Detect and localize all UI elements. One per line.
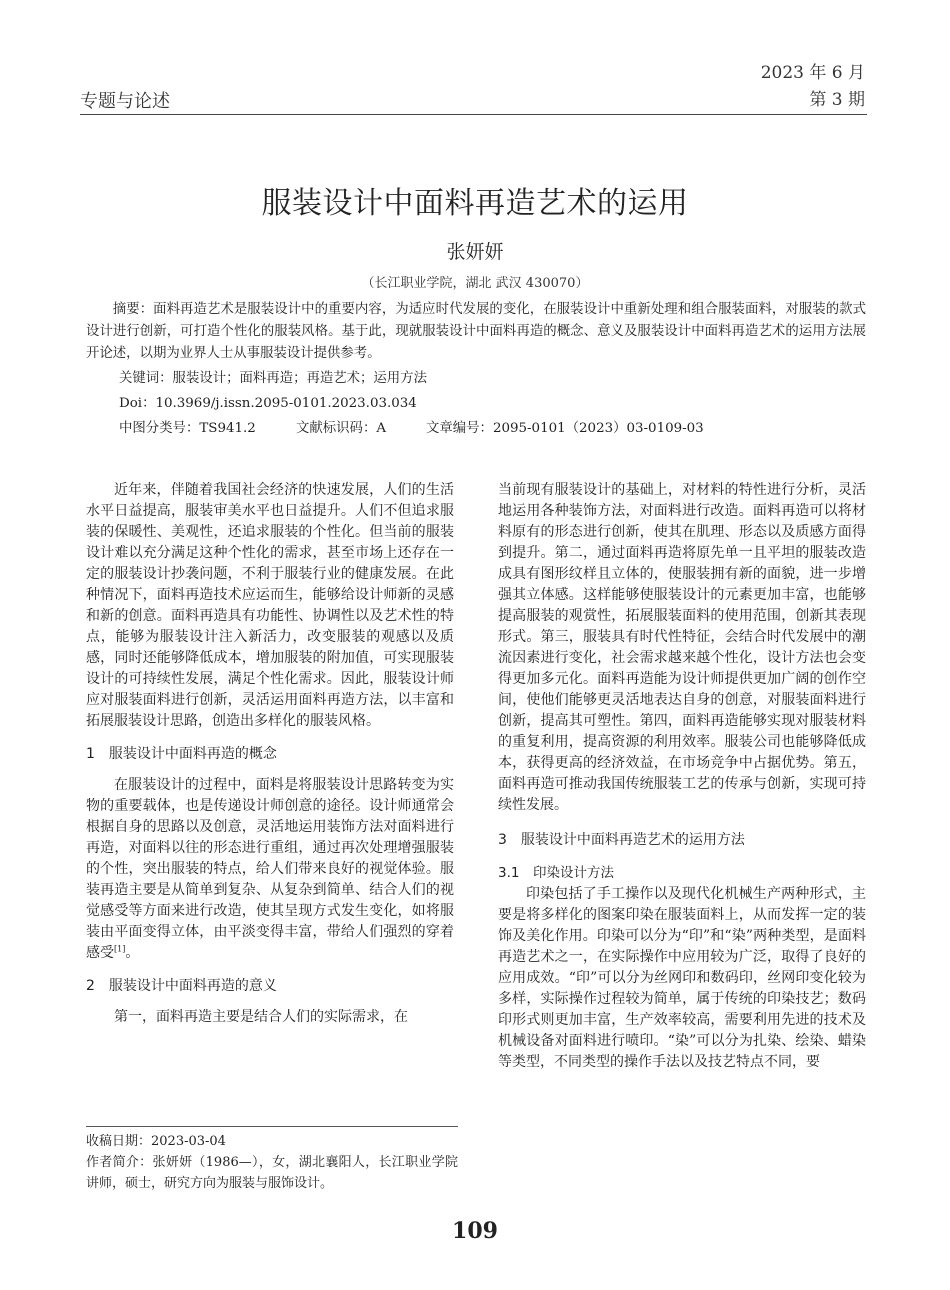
body-column-left xyxy=(86,480,454,1028)
section-1-end: 。 xyxy=(125,945,140,961)
issue-info xyxy=(761,60,865,114)
document-code: 文献标识码：A xyxy=(296,421,387,436)
section-heading-2: 2 服装设计中面料再造的意义 xyxy=(86,978,277,994)
doi: Doi：10.3969/j.issn.2095-0101.2023.03.034 xyxy=(119,396,417,411)
header-rule xyxy=(80,114,867,115)
issue-number: 第 3 期 xyxy=(809,90,865,110)
section-2-paragraph-cont: 当前现有服装设计的基础上，对材料的特性进行分析，灵活地运用各种装饰方法，对面料进行改造。面料再造可以将材料原有的形态进行创新，使其在肌理、形态以及质感方面得到提升。第二，通过面料再造将原先单一且平坦的服装改造成具有图形纹样且立体的，使服装拥有新的面貌，进一步增强其立体感。这样能够使服装设计的元素更加丰富，也能够提高服装的观赏性，拓展服装面料的使用范围，创新其表现形式。第三，服装具有时代性特征，会结合时代发展中的潮流因素进行变化，社会需求越来越个性化，设计方法也会变得更加多元化。面料再造能为设计师提供更加广阔的创作空间，使他们能够更灵活地表达自身的创意，对服装面料进行创新，提高其可塑性。第四，面料再造能够实现对服装材料的重复利用，提高资源的利用效率。服装公司也能够降低成本，获得更高的经济效益，在市场竞争中占据优势。第五，面料再造可推动我国传统服装工艺的传承与创新，实现可持续性发展。 xyxy=(498,482,866,813)
front-matter xyxy=(86,299,866,440)
page-number: 109 xyxy=(452,1218,498,1244)
author-bio: 作者简介：张妍妍（1986—），女，湖北襄阳人，长江职业学院讲师，硕士，研究方向为服装与服饰设计。 xyxy=(86,1155,458,1191)
footnote-rule xyxy=(86,1126,458,1127)
issue-date: 2023 年 6 月 xyxy=(760,63,865,83)
abstract: 摘要：面料再造艺术是服装设计中的重要内容，为适应时代发展的变化，在服装设计中重新处理和组合服装面料，对服装的款式设计进行创新，可打造个性化的服装风格。基于此，现就服装设计中面料再造的概念、意义及服装设计中面料再造艺术的运用方法展开论述，以期为业界人士从事服装设计提供参考。 xyxy=(86,302,866,361)
received-date: 收稿日期：2023-03-04 xyxy=(86,1134,226,1149)
author-affiliation: （长江职业学院，湖北 武汉 430070） xyxy=(361,276,589,291)
section-heading-1: 1 服装设计中面料再造的概念 xyxy=(86,746,277,762)
intro-paragraph: 近年来，伴随着我国社会经济的快速发展，人们的生活水平日益提高，服装审美水平也日益提升。人们不但追求服装的保暖性、美观性，还追求服装的个性化。但当前的服装设计难以充分满足这种个性化的需求，甚至市场上还存在一定的服装设计抄袭问题，不利于服装行业的健康发展。在此种情况下，面料再造技术应运而生，能够给设计师新的灵感和新的创意。面料再造具有功能性、协调性以及艺术性的特点，能够为服装设计注入新活力，改变服装的观感以及质感，同时还能够降低成本，增加服装的附加值，可实现服装设计的可持续性发展，满足个性化需求。因此，服装设计师应对服装面料进行创新，灵活运用面料再造方法，以丰富和拓展服装设计思路，创造出多样化的服装风格。 xyxy=(86,482,454,729)
clc-number: 中图分类号：TS941.2 xyxy=(119,421,256,436)
body-column-right xyxy=(498,480,866,1073)
article-title: 服装设计中面料再造艺术的运用 xyxy=(261,186,689,221)
section-heading-3: 3 服装设计中面料再造艺术的运用方法 xyxy=(498,832,745,848)
keywords: 关键词：服装设计；面料再造；再造艺术；运用方法 xyxy=(119,371,427,386)
article-number: 文章编号：2095-0101（2023）03-0109-03 xyxy=(426,421,704,436)
author-name: 张妍妍 xyxy=(446,241,504,263)
journal-section-label: 专题与论述 xyxy=(80,91,170,112)
classification-line xyxy=(86,418,866,440)
section-2-paragraph-start: 第一，面料再造主要是结合人们的实际需求，在 xyxy=(114,1009,408,1025)
subsection-3-1-paragraph: 印染包括了手工操作以及现代化机械生产两种形式，主要是将多样化的图案印染在服装面料上，从而发挥一定的装饰及美化作用。印染可以分为“印”和“染”两种类型，是面料再造艺术之一，在实际操作中应用较为广泛，取得了良好的应用成效。“印”可以分为丝网印和数码印，丝网印变化较为多样，实际操作过程较为简单，属于传统的印染技艺；数码印形式则更加丰富，生产效率较高，需要利用先进的技术及机械设备对面料进行喷印。“染”可以分为扎染、绘染、蜡染等类型，不同类型的操作手法以及技艺特点不同，要 xyxy=(498,886,866,1070)
section-1-paragraph xyxy=(86,775,454,964)
subsection-heading-3-1: 3.1 印染设计方法 xyxy=(498,865,614,881)
section-1-text: 在服装设计的过程中，面料是将服装设计思路转变为实物的重要载体，也是传递设计师创意的途径。设计师通常会根据自身的思路以及创意，灵活地运用装饰方法对面料进行再造，对面料以往的形态进行重组，通过再次处理增强服装的个性，突出服装的特点，给人们带来良好的视觉体验。服装再造主要是从简单到复杂、从复杂到简单、结合人们的视觉感受等方面来进行改造，使其呈现方式发生变化，如将服装由平面变得立体，由平淡变得丰富，带给人们强烈的穿着感受 xyxy=(86,777,454,961)
footnote xyxy=(86,1131,458,1194)
citation-ref-1[interactable]: [1] xyxy=(114,944,126,954)
